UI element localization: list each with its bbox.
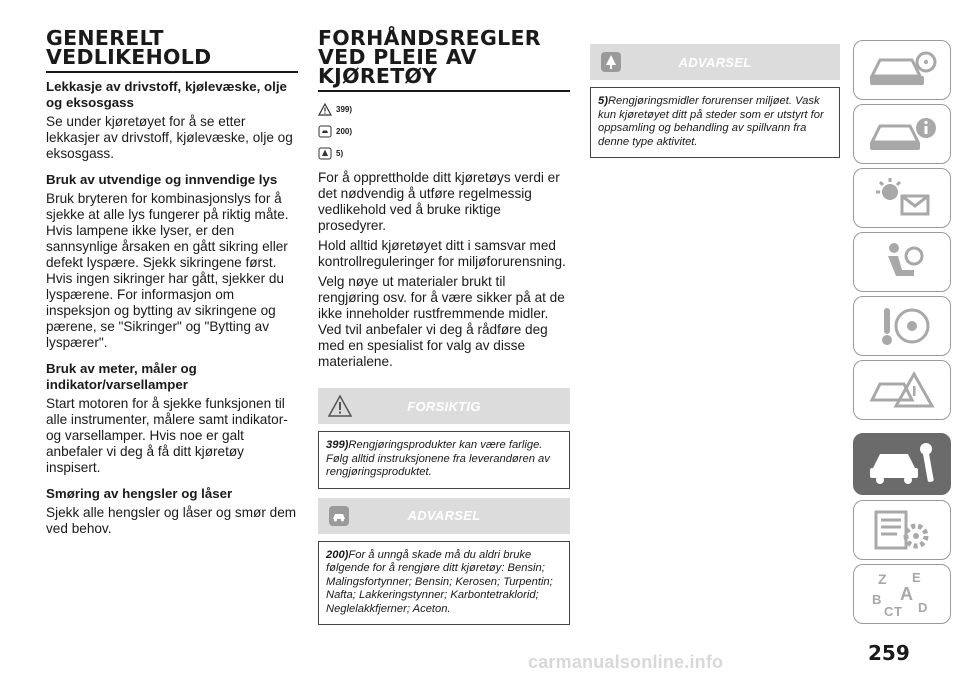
alphabet-index-icon [862, 568, 942, 620]
subheading-lights: Bruk av utvendige og innvendige lys [46, 172, 278, 187]
steering-key-icon [862, 302, 942, 350]
section-title: GENERELT VEDLIKEHOLD [46, 29, 298, 73]
environment-body [590, 87, 840, 158]
seat-airbag-icon [862, 238, 942, 286]
index-letter: A [900, 584, 913, 604]
environment-text: Rengjøringsmidler forurenser miljøet. Vask kun kjøretøyet ditt på steder som er utstyrt for oppsamling og behandling av spillvann fra denne type aktivitet. [598, 95, 824, 148]
environment-warning-box [590, 44, 840, 158]
subheading-meters: Bruk av meter, måler og indikator/varsellamper [46, 361, 197, 392]
reference-item [318, 98, 570, 120]
column-vehicle-care [318, 0, 570, 634]
tab-maintenance[interactable] [853, 433, 951, 495]
tab-dashboard[interactable] [853, 40, 951, 100]
section-title: FORHÅNDSREGLER VED PLEIE AV KJØRETØY [318, 29, 570, 92]
paragraph-hinges: Sjekk alle hengsler og låser og smør dem ved behov. [46, 505, 297, 536]
subheading-hinges: Smøring av hengsler og låser [46, 486, 233, 501]
car-warning-icon [318, 125, 332, 138]
caution-text: Rengjøringsprodukter kan være farlige. Følg alltid instruksjonene fra leverandøren av rengjøringsproduktet. [326, 439, 550, 478]
caution-title: FORSIKTIG [407, 398, 481, 414]
column-environment [590, 44, 840, 167]
reference-label: 399) [336, 104, 353, 114]
reference-label: 200) [336, 126, 353, 136]
caution-triangle-icon [318, 103, 332, 116]
tab-specifications[interactable] [853, 500, 951, 560]
index-letter: D [918, 600, 928, 615]
warning-box [318, 498, 570, 626]
tab-driving[interactable] [853, 296, 951, 356]
paragraph-lights: Bruk bryteren for kombinasjonslys for å sjekke at alle lys fungerer på riktig måte. Hvis lampene ikke lyser, er den sannsynlige årsaken en gått sikring eller defekt lyspære. Sjekk sikringene først. Hvis ingen sikringer har gått, sjekker du lyspærene. For informasjon om inspeksjon og bytting av sikringene og pærene, se "Sikringer" og "Bytting av lyspærer". [46, 191, 289, 350]
paragraph-value: For å opprettholde ditt kjøretøys verdi er det nødvendig å utføre regelmessig vedlikehold ved å bruke riktige prosedyrer. [318, 170, 560, 233]
caution-box [318, 388, 570, 489]
car-info-icon [862, 110, 942, 158]
caution-number: 399) [326, 439, 349, 451]
car-wrench-icon [862, 440, 942, 488]
tab-index[interactable] [853, 564, 951, 624]
subheading-leaks: Lekkasje av drivstoff, kjølevæske, olje og eksosgass [46, 79, 287, 110]
specs-gear-icon [862, 506, 942, 554]
paragraph-emissions: Hold alltid kjøretøyet ditt i samsvar med kontrollreguleringer for miljøforurensning. [318, 238, 566, 269]
environment-box-header [590, 44, 840, 80]
index-letter: E [912, 570, 921, 585]
index-letter: B [872, 592, 882, 607]
index-letter: C [884, 604, 894, 619]
warning-text: For å unngå skade må du aldri bruke følgende for å rengjøre ditt kjøretøy: Bensin; Malingsfortynner; Bensin; Kerosen; Turpentin; Nafta; Lakkeringstynner; Karbontetraklorid; Neglelakkfjerner; Aceton. [326, 548, 553, 615]
car-dashboard-icon [862, 46, 942, 94]
environment-number: 5) [598, 95, 608, 107]
warning-box-header [318, 498, 570, 534]
paragraph-materials: Velg nøye ut materialer brukt til rengjøring osv. for å være sikker på at de ikke inneholder rustfremmende midler. Ved tvil anbefaler vi deg å rådføre deg med en spesialist for valg av disse materialene. [318, 274, 565, 369]
reference-item [318, 120, 570, 142]
lights-message-icon [862, 174, 942, 222]
reference-list [318, 98, 570, 164]
environment-tree-icon [600, 51, 622, 73]
reference-item [318, 142, 570, 164]
environment-title: ADVARSEL [678, 54, 752, 70]
environment-tree-icon [318, 147, 332, 160]
column-general-maintenance [46, 0, 298, 537]
tab-emergency[interactable] [853, 360, 951, 420]
caution-triangle-icon [328, 395, 352, 417]
caution-body [318, 431, 570, 489]
tab-lights[interactable] [853, 168, 951, 228]
tab-safety[interactable] [853, 232, 951, 292]
car-warning-triangle-icon [862, 366, 942, 414]
index-letter: Z [878, 571, 887, 587]
car-warning-icon [328, 505, 350, 527]
warning-body [318, 541, 570, 626]
watermark: carmanualsonline.info [528, 652, 724, 672]
paragraph-meters: Start motoren for å sjekke funksjonen til alle instrumenter, målere samt indikator- og varsellamper. Hvis noe er galt anbefaler vi deg å få ditt kjøretøy inspisert. [46, 396, 288, 475]
caution-box-header [318, 388, 570, 424]
page-number: 259 [868, 641, 910, 665]
index-letter: T [894, 604, 902, 619]
paragraph-leaks: Se under kjøretøyet for å se etter lekkasjer av drivstoff, kjølevæske, olje og eksosgass. [46, 114, 293, 161]
warning-title: ADVARSEL [407, 508, 481, 523]
reference-label: 5) [336, 148, 344, 158]
tab-info[interactable] [853, 104, 951, 164]
warning-number: 200) [326, 548, 349, 561]
